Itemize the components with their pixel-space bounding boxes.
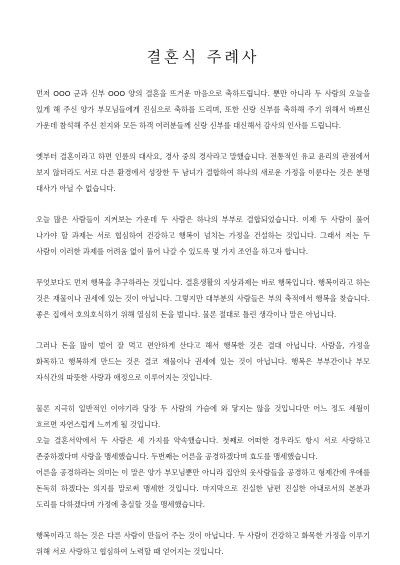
paragraph-2: 옛부터 결혼이라고 하면 인륜의 대사요, 경사 중의 경사라고 말했습니다. 전통적인 유교 윤리의 관점에서 보지 않더라도 서로 다른 환경에서 성장한 두 남녀가 결합하여 하나의 새로운 가정을 이룬다는 것은 분명 대사가 아닐 수 없습니다. — [36, 152, 370, 193]
paragraph-4: 무엇보다도 먼저 행복을 추구하라는 것입니다. 결혼생활의 지상과제는 바로 행복입니다. 행복이라고 하는 것은 재물이나 권세에 있는 것이 아닙니다. 그렇지만 대부분의 사람들은 부의 축적에서 행복을 찾습니다. 좋은 집에서 호의호식하기 위해 열심히 돈을 벌니다. 물론 절대로 틀린 생각이나 말은 아닙니다. — [36, 278, 370, 319]
paragraph-5: 그러나 돈을 많이 벌어 잘 먹고 편안하게 산다고 해서 행복한 것은 결대 아닙니다. 사람을, 가정을 화목하고 행복하게 만드는 것은 결코 재물이나 권세에 있는 것이 아닙니다. 행복은 부부간이나 부모 자식간의 따뜻한 사랑과 애정으로 이루어지는 것입니다. — [36, 341, 370, 382]
paragraph-6: 물론 지극히 일반적인 이야기라 당장 두 사람의 가슴에 와 닿지는 않을 것입니다만 어느 정도 세월이 흐르면 자연스럽게 느끼게 될 것입니다. — [36, 404, 370, 429]
paragraph-3: 오늘 많은 사람들이 지켜보는 가운데 두 사람은 하나의 부부로 결합되었습니다. 이제 두 사람이 풀어 나가야 할 과제는 서로 협심하여 건강하고 행복이 넘치는 가정을 건설하는 것입니다. 그래서 저는 두 사람이 이러한 과제를 어려움 없이 풀어 나갈 수 있도록 몇 가지 조언을 하고자 합니다. — [36, 215, 370, 256]
document-title: 결혼식 주례사 — [146, 48, 260, 66]
paragraph-8: 어른을 공경하라는 의미는 이 말은 양가 부모님뿐만 아니라 집안의 웃사람들을 공경하고 형제간에 우애를 돈독히 하겠다는 의지를 말로써 맹세한 것입니다. 마지막으로 진실한 남편 진실한 아내로서의 본분과 도리를 다하겠다며 가정에 충실할 것을 맹세했습니다. — [36, 468, 370, 509]
paragraph-1: 먼저 OOO 군과 신부 OOO 양의 결혼을 뜨거운 마음으로 축하드립니다. 뿐만 아니라 두 사람의 오늘을 있게 해 주신 양가 부모님들에게 진심으로 축하를 드리며, 또한 신랑 신부를 축하해 주기 위해서 바쁘신 가운데 참석해 주신 친지와 모든 하객 여러분들께 신랑 신부를 대신해서 감사의 인사를 드립니다. — [36, 89, 370, 130]
paragraph-9: 행복이라고 하는 것은 다른 사람이 만들어 주는 것이 아닙니다. 두 사람이 건강하고 화목한 가정을 이루기 위해 서로 사랑하고 협심하여 노력할 때 얻어지는 것입니다. — [36, 531, 370, 556]
paragraph-7: 오늘 결혼서약에서 두 사람은 세 가지를 약속했습니다. 첫째로 어떠한 경우라도 항시 서로 사랑하고 존중하겠다며 사랑을 맹세했습니다. 두번째는 어른을 공경하겠다며 효도를 맹세했습니다. — [36, 436, 370, 461]
